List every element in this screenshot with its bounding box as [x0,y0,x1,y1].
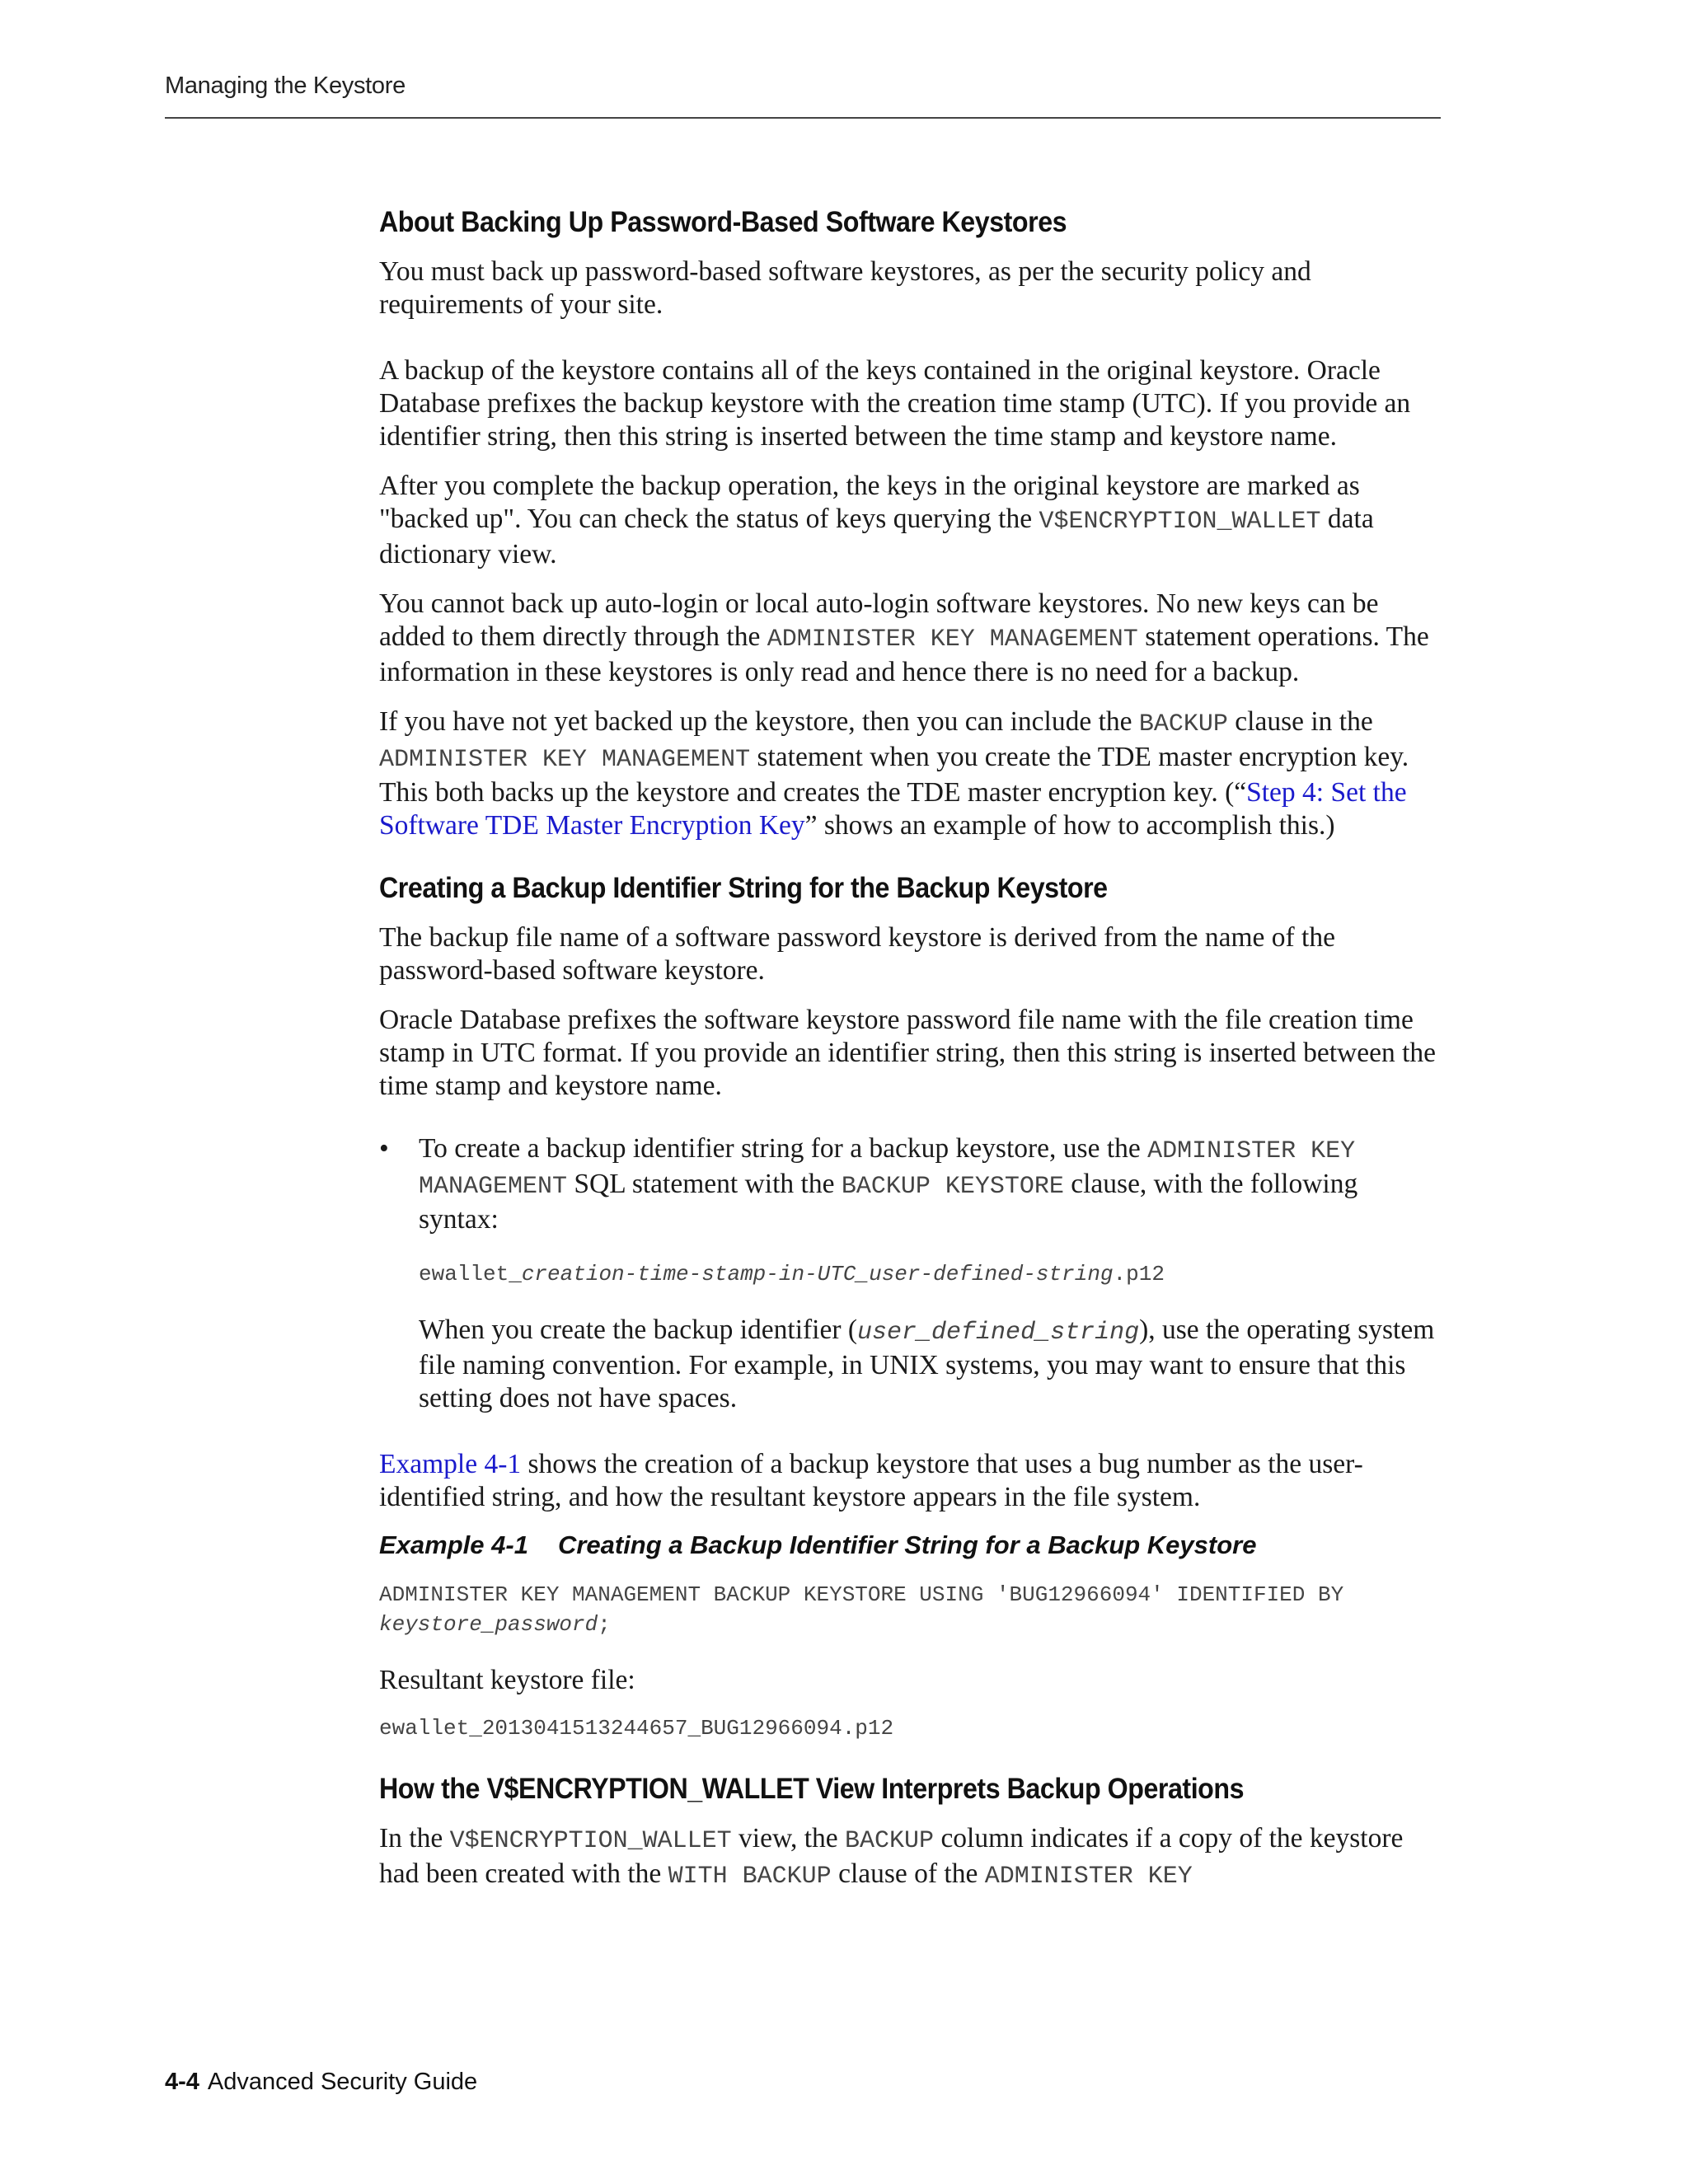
paragraph: Example 4-1 shows the creation of a backup keystore that uses a bug number as the user-identified string, and how the resultant keystore appears in the file system. [379,1449,1363,1512]
section-heading-backup-identifier: Creating a Backup Identifier String for the Backup Keystore [379,872,1108,904]
book-title: Advanced Security Guide [207,2069,478,2095]
inline-code: BACKUP KEYSTORE [841,1173,1064,1201]
paragraph: In the V$ENCRYPTION_WALLET view, the BACKUP column indicates if a copy of the keystore had been created with the WITH BACKUP clause of the ADMINISTER KEY [379,1823,1404,1891]
inline-code: ADMINISTER KEY [984,1863,1193,1891]
bullet-icon: • [379,1133,389,1164]
header-rule [165,117,1441,119]
inline-code: V$ENCRYPTION_WALLET [1039,508,1321,536]
paragraph: A backup of the keystore contains all of the keys contained in the original keystore. Oracle Database prefixes the backup keystore with the creation time stamp (UTC). If you provide an identifier string, then this string is inserted between the time stamp and keystore name. [379,355,1411,452]
page-content [379,206,1442,1910]
paragraph: Resultant keystore file: [379,1665,635,1695]
running-header: Managing the Keystore [165,73,406,99]
inline-code: WITH BACKUP [668,1863,832,1891]
paragraph: After you complete the backup operation, the keys in the original keystore are marked as "backed up". You can check the status of keys querying the V$ENCRYPTION_WALLET data dictionary view. [379,471,1374,569]
inline-code: user_defined_string [857,1319,1140,1347]
paragraph: To create a backup identifier string for a backup keystore, use the ADMINISTER KEY MANAGEMENT SQL statement with the BACKUP KEYSTORE clause, with the following syntax: [419,1133,1358,1235]
section-heading-about-backing-up: About Backing Up Password-Based Software Keystores [379,206,1067,238]
paragraph: The backup file name of a software password keystore is derived from the name of the password-based software keystore. [379,922,1335,986]
bullet-item [379,1132,1442,1432]
example-code: ADMINISTER KEY MANAGEMENT BACKUP KEYSTORE USING 'BUG12966094' IDENTIFIED BY keystore_password; [379,1582,1344,1637]
paragraph: When you create the backup identifier (user_defined_string), use the operating system file naming convention. For example, in UNIX systems, you may want to ensure that this setting does not have spaces. [419,1315,1435,1413]
resultant-file-code: ewallet_2013041513244657_BUG12966094.p12 [379,1716,894,1741]
inline-code: ADMINISTER KEY MANAGEMENT [767,626,1138,654]
paragraph: You must back up password-based software keystores, as per the security policy and requirements of your site. [379,256,1311,320]
example-title: Example 4-1 Creating a Backup Identifier String for a Backup Keystore [379,1530,1257,1559]
paragraph: If you have not yet backed up the keystore, then you can include the BACKUP clause in the ADMINISTER KEY MANAGEMENT statement when you create the TDE master encryption key. This both backs up the keystore and creates the TDE master encryption key. (“Step 4: Set the Software TDE Master Encryption Key” shows an example of how to accomplish this.) [379,706,1409,841]
section-heading-view-interprets: How the V$ENCRYPTION_WALLET View Interprets Backup Operations [379,1773,1245,1805]
paragraph: Oracle Database prefixes the software keystore password file name with the file creation time stamp in UTC format. If you provide an identifier string, then this string is inserted between the time stamp and keystore name. [379,1005,1437,1101]
inline-code: BACKUP [1138,710,1228,738]
inline-code: ADMINISTER KEY MANAGEMENT [419,1137,1356,1201]
inline-code: V$ENCRYPTION_WALLET [449,1827,732,1855]
example-4-1-link[interactable]: Example 4-1 [379,1449,522,1479]
inline-code: ADMINISTER KEY MANAGEMENT [379,746,751,774]
syntax-code: ewallet_creation-time-stamp-in-UTC_user-defined-string.p12 [419,1262,1165,1286]
step4-link[interactable]: Step 4: Set the Software TDE Master Encryption Key [379,777,1407,841]
inline-code: BACKUP [845,1827,935,1855]
page-number: 4-4 [165,2069,199,2095]
paragraph: You cannot back up auto-login or local auto-login software keystores. No new keys can be added to them directly through the ADMINISTER KEY MANAGEMENT statement operations. The information in these keystores is only read and hence there is no need for a backup. [379,588,1429,687]
page-footer [165,2069,477,2096]
